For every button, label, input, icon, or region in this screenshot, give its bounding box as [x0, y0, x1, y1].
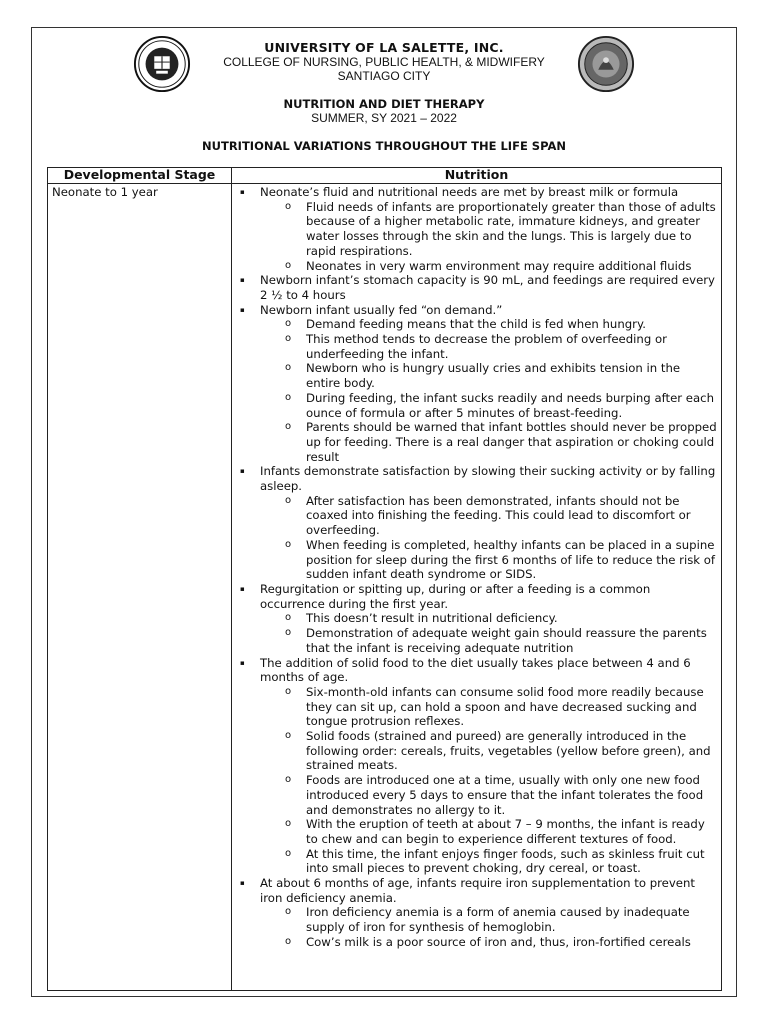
- table-row: [48, 184, 722, 991]
- document-title: NUTRITIONAL VARIATIONS THROUGHOUT THE LIFE SPAN: [202, 139, 566, 153]
- circle-bullet-icon: o: [285, 906, 292, 918]
- sub-bullet-item: [232, 259, 717, 274]
- sub-bullet-item: [232, 611, 717, 626]
- square-bullet-icon: ▪: [240, 467, 245, 476]
- square-bullet-icon: ▪: [240, 584, 245, 593]
- bullet-text: Foods are introduced one at a time, usually with only one new food introduced every 5 days to ensure that the infant tolerates the food and demonstrates no allergy to it.: [306, 773, 704, 817]
- bullet-item: [232, 273, 717, 302]
- sub-bullet-item: [232, 817, 717, 846]
- bullet-text: During feeding, the infant sucks readily and needs burping after each ounce of formula or after 5 minutes of breast-feeding.: [306, 390, 714, 420]
- bullet-text: Parents should be warned that infant bottles should never be propped up for feeding. There is a real danger that aspiration or choking could result: [306, 420, 717, 464]
- circle-bullet-icon: o: [285, 333, 292, 345]
- sub-bullet-item: [232, 685, 717, 729]
- bullet-text: Newborn who is hungry usually cries and exhibits tension in the entire body.: [306, 361, 681, 391]
- square-bullet-icon: ▪: [240, 188, 245, 196]
- circle-bullet-icon: o: [285, 259, 292, 271]
- bullet-item: [232, 185, 717, 200]
- stage-label: Neonate to 1 year: [52, 185, 158, 199]
- bullet-text: With the eruption of teeth at about 7 – 9 months, the infant is ready to chew and can begin to experience different textures of food.: [306, 817, 705, 846]
- circle-bullet-icon: o: [285, 774, 292, 786]
- circle-bullet-icon: o: [285, 538, 292, 550]
- circle-bullet-icon: o: [285, 494, 292, 506]
- bullet-text: This doesn’t result in nutritional deficiency.: [306, 611, 558, 626]
- bullet-text: Neonate’s fluid and nutritional needs are met by breast milk or formula: [260, 185, 679, 199]
- university-name: UNIVERSITY OF LA SALETTE, INC.: [264, 40, 504, 55]
- bullet-text: Solid foods (strained and pureed) are generally introduced in the following order: cereals, fruits, vegetables (yellow before green), and strained meats.: [306, 729, 711, 773]
- table-header-row: [48, 168, 722, 184]
- course-title: NUTRITION AND DIET THERAPY: [283, 97, 485, 111]
- bullet-text: When feeding is completed, healthy infants can be placed in a supine position for sleep during the first 6 months of life to reduce the risk of sudden infant death syndrome or SIDS.: [306, 537, 716, 582]
- bullet-text: At this time, the infant enjoys finger foods, such as skinless fruit cut into small pieces to prevent choking, dry cereal, or toast.: [306, 846, 705, 876]
- bullet-text: Iron deficiency anemia is a form of anemia caused by inadequate supply of iron for synthesis of hemoglobin.: [306, 905, 690, 935]
- circle-bullet-icon: o: [285, 318, 292, 330]
- square-bullet-icon: ▪: [240, 276, 245, 285]
- circle-bullet-icon: o: [285, 730, 292, 742]
- circle-bullet-icon: o: [285, 612, 292, 624]
- term: SUMMER, SY 2021 – 2022: [311, 111, 457, 125]
- nutrition-table: [47, 167, 722, 991]
- circle-bullet-icon: o: [285, 935, 292, 947]
- bullet-text: This method tends to decrease the problem of overfeeding or underfeeding the infant.: [306, 332, 667, 361]
- circle-bullet-icon: o: [285, 685, 292, 697]
- circle-bullet-icon: o: [285, 421, 292, 433]
- bullet-item: [232, 464, 717, 493]
- bullet-text: Cow’s milk is a poor source of iron and, thus, iron-fortified cereals: [306, 934, 691, 949]
- bullet-text: Demand feeding means that the child is fed when hungry.: [306, 317, 646, 332]
- circle-bullet-icon: o: [285, 391, 292, 403]
- sub-bullet-item: [232, 626, 717, 655]
- bullet-item: [232, 303, 717, 318]
- bullet-text: Newborn infant usually fed “on demand.”: [260, 302, 503, 317]
- sub-bullet-item: [232, 538, 717, 582]
- bullet-text: Newborn infant’s stomach capacity is 90 mL, and feedings are required every 2 ½ to 4 hours: [260, 273, 715, 302]
- square-bullet-icon: ▪: [240, 658, 245, 667]
- bullet-text: Infants demonstrate satisfaction by slowing their sucking activity or by falling asleep.: [260, 464, 716, 494]
- bullet-text: Six-month-old infants can consume solid food more readily because they can sit up, can hold a spoon and have decreased sucking and tongue protrusion reflexes.: [306, 684, 704, 729]
- sub-bullet-item: [232, 773, 717, 817]
- bullet-text: Fluid needs of infants are proportionately greater than those of adults because of a higher metabolic rate, immature kidneys, and greater water losses through the skin and the lungs. This is largely due to rapid respirations.: [306, 199, 716, 258]
- sub-bullet-item: [232, 494, 717, 538]
- bullet-item: [232, 656, 717, 685]
- nutrition-list: [232, 184, 721, 950]
- circle-bullet-icon: o: [285, 818, 292, 830]
- nutrition-cell: [232, 184, 722, 991]
- sub-bullet-item: [232, 317, 717, 332]
- city-name: SANTIAGO CITY: [337, 69, 431, 83]
- circle-bullet-icon: o: [285, 200, 292, 212]
- bullet-text: Demonstration of adequate weight gain should reassure the parents that the infant is receiving adequate nutrition: [306, 626, 707, 655]
- column-header-stage: Developmental Stage: [48, 168, 232, 184]
- sub-bullet-item: [232, 905, 717, 934]
- college-name: COLLEGE OF NURSING, PUBLIC HEALTH, & MIDWIFERY: [223, 55, 545, 69]
- bullet-text: After satisfaction has been demonstrated, infants should not be coaxed into finishing the feeding. This could lead to discomfort or overfeeding.: [306, 493, 691, 538]
- sub-bullet-item: [232, 729, 717, 773]
- square-bullet-icon: ▪: [240, 305, 245, 314]
- column-header-nutrition: Nutrition: [232, 168, 722, 184]
- sub-bullet-item: [232, 420, 717, 464]
- sub-bullet-item: [232, 391, 717, 420]
- circle-bullet-icon: o: [285, 362, 292, 374]
- bullet-text: Regurgitation or spitting up, during or after a feeding is a common occurrence during the first year.: [260, 581, 651, 611]
- bullet-item: [232, 876, 717, 905]
- bullet-text: At about 6 months of age, infants require iron supplementation to prevent iron deficiency anemia.: [260, 876, 695, 905]
- bullet-text: Neonates in very warm environment may require additional fluids: [306, 258, 692, 273]
- bullet-item: [232, 582, 717, 611]
- sub-bullet-item: [232, 935, 717, 950]
- bullet-text: The addition of solid food to the diet usually takes place between 4 and 6 months of age.: [260, 655, 691, 685]
- sub-bullet-item: [232, 361, 717, 390]
- circle-bullet-icon: o: [285, 847, 292, 859]
- sub-bullet-item: [232, 332, 717, 361]
- sub-bullet-item: [232, 847, 717, 876]
- circle-bullet-icon: o: [285, 627, 292, 639]
- sub-bullet-item: [232, 200, 717, 259]
- square-bullet-icon: ▪: [240, 879, 245, 888]
- stage-cell: [48, 184, 232, 991]
